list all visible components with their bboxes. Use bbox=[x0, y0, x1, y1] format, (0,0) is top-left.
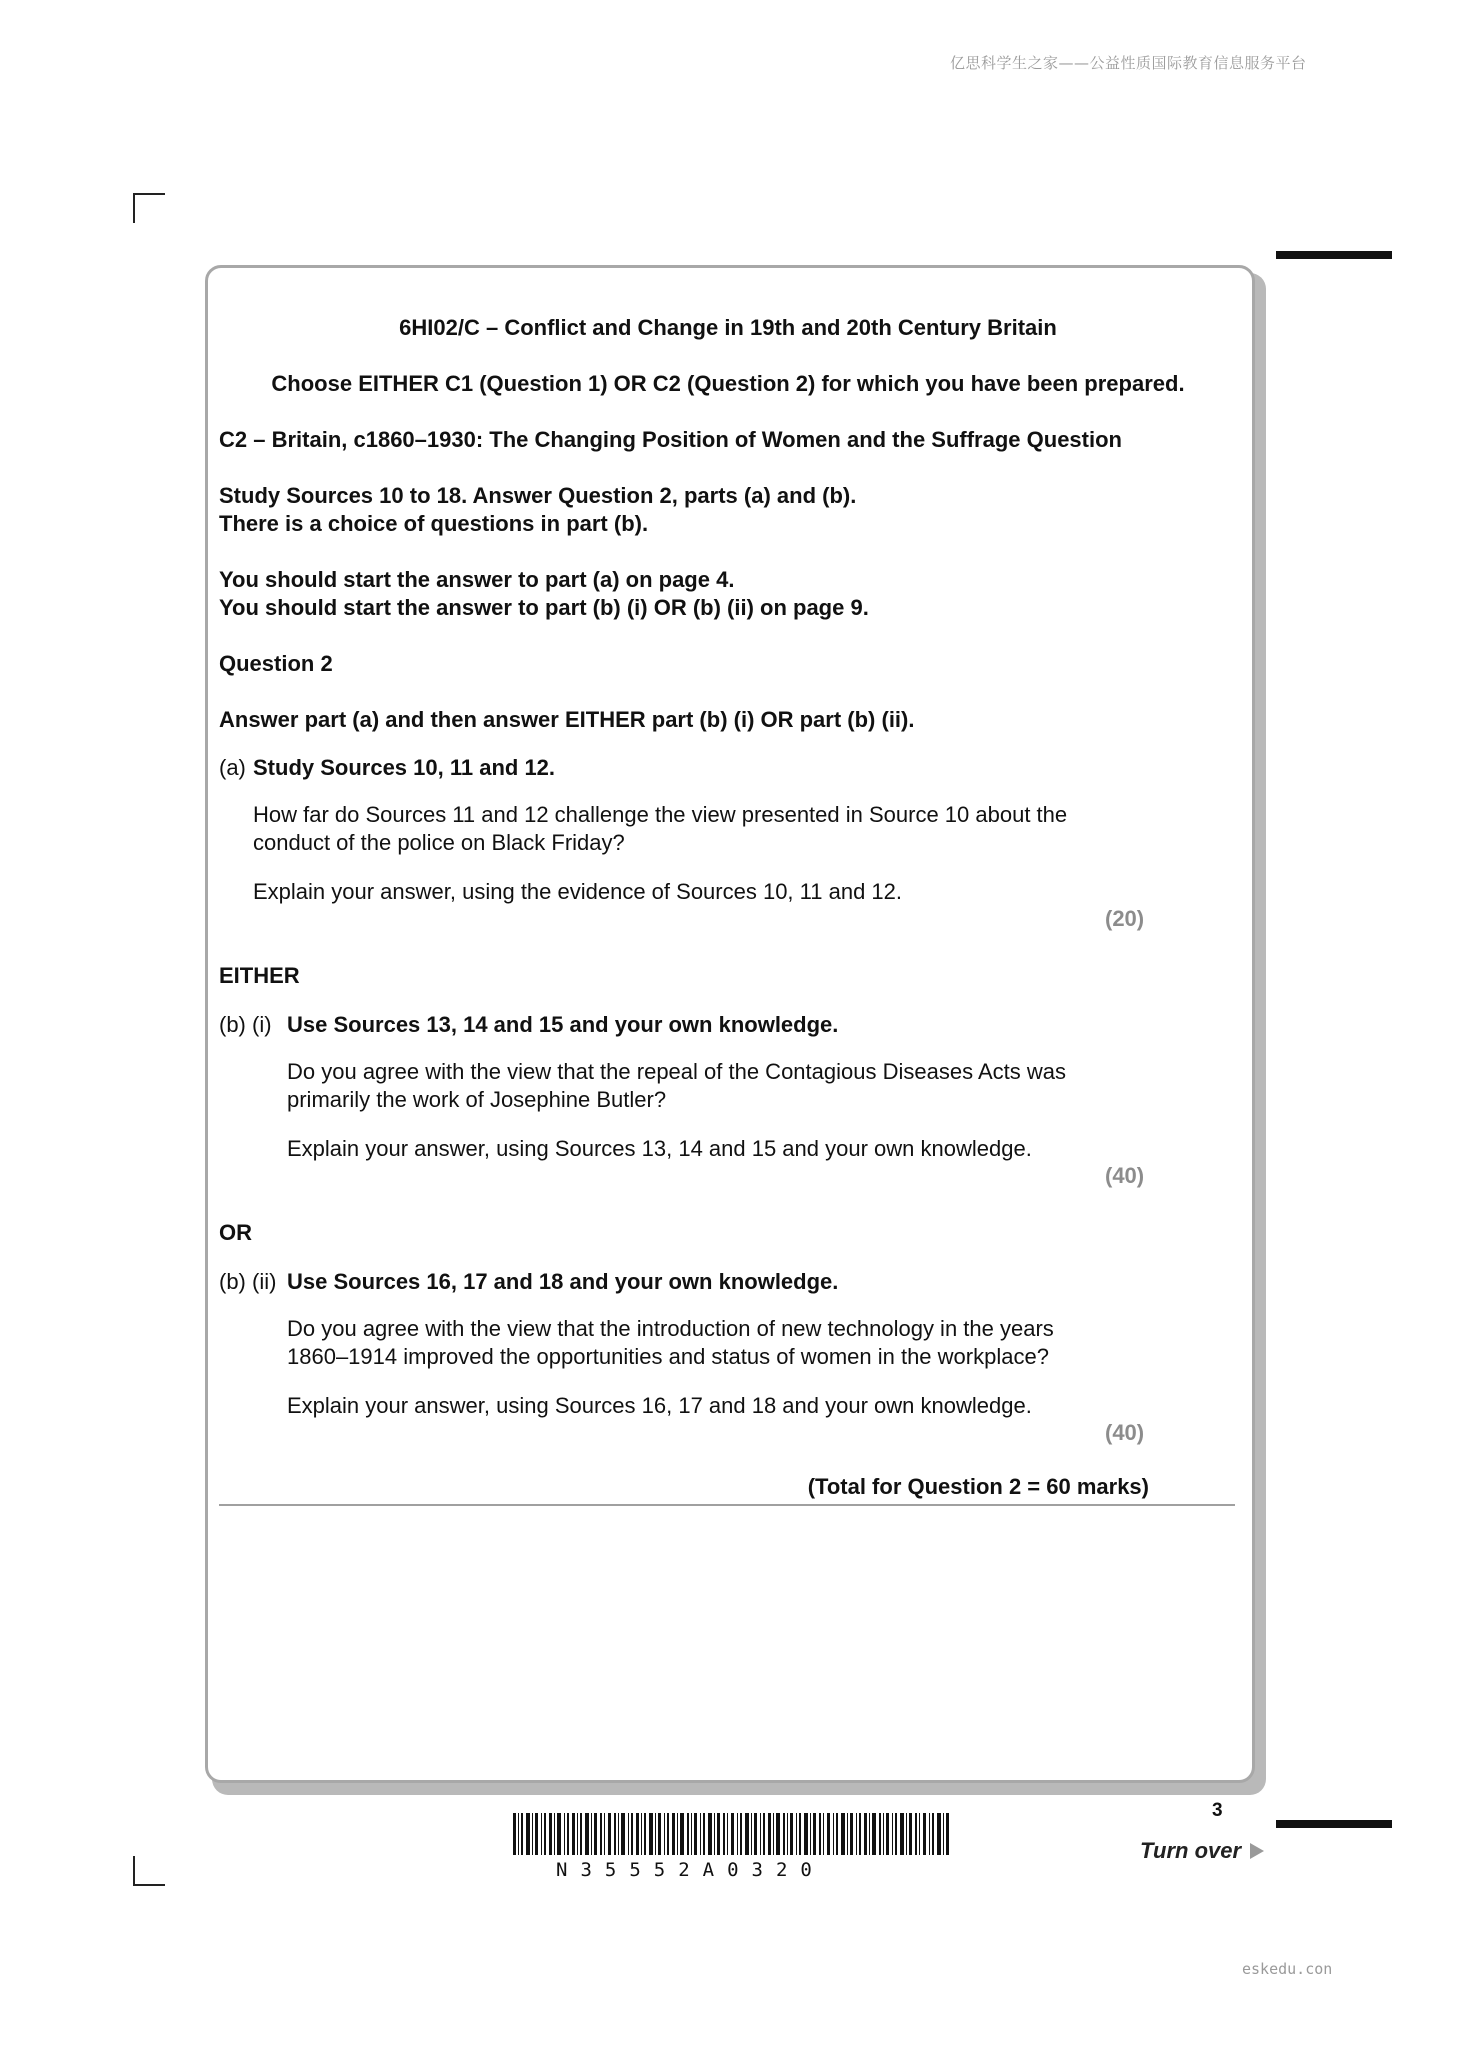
start-line-1: You should start the answer to part (a) on page 4. bbox=[219, 567, 735, 592]
part-a-explain: Explain your answer, using the evidence of Sources 10, 11 and 12. bbox=[253, 879, 903, 904]
part-a-question-line-1: How far do Sources 11 and 12 challenge the view presented in Source 10 about the bbox=[253, 802, 1068, 827]
part-b-ii-marks: (40) bbox=[1105, 1420, 1145, 1445]
part-a-question-line-2: conduct of the police on Black Friday? bbox=[253, 830, 625, 855]
barcode-number: N35552A0320 bbox=[556, 1859, 825, 1881]
watermark-top: 亿思科学生之家——公益性质国际教育信息服务平台 bbox=[950, 54, 1307, 72]
watermark-bottom: eskedu.con bbox=[1242, 1960, 1333, 1978]
part-a-marks: (20) bbox=[1105, 906, 1145, 931]
part-b-ii-instruction: Use Sources 16, 17 and 18 and your own knowledge. bbox=[287, 1269, 839, 1294]
part-b-i-question-line-1: Do you agree with the view that the repeal of the Contagious Diseases Acts was bbox=[287, 1059, 1066, 1084]
part-b-ii-explain: Explain your answer, using Sources 16, 17 and 18 and your own knowledge. bbox=[287, 1393, 1032, 1418]
margin-bar-bottom bbox=[1276, 1820, 1392, 1828]
part-b-ii-label: (b) (ii) bbox=[219, 1269, 277, 1294]
topic-title: C2 – Britain, c1860–1930: The Changing Position of Women and the Suffrage Question bbox=[219, 427, 1122, 452]
part-b-i-instruction: Use Sources 13, 14 and 15 and your own knowledge. bbox=[287, 1012, 839, 1037]
part-a-label: (a) bbox=[219, 755, 246, 780]
part-a-instruction: Study Sources 10, 11 and 12. bbox=[253, 755, 556, 780]
part-b-i-label: (b) (i) bbox=[219, 1012, 272, 1037]
part-b-i-explain: Explain your answer, using Sources 13, 14 and 15 and your own knowledge. bbox=[287, 1136, 1032, 1161]
choose-instruction: Choose EITHER C1 (Question 1) OR C2 (Question 2) for which you have been prepared. bbox=[271, 371, 1185, 396]
barcode bbox=[513, 1813, 951, 1855]
turn-over-label: Turn over bbox=[1140, 1838, 1242, 1863]
study-line-2: There is a choice of questions in part (b). bbox=[219, 511, 649, 536]
answer-instruction: Answer part (a) and then answer EITHER part (b) (i) OR part (b) (ii). bbox=[219, 707, 915, 732]
crop-mark-bottom-vertical bbox=[133, 1856, 135, 1886]
crop-mark-top-horizontal bbox=[133, 193, 165, 195]
total-marks: (Total for Question 2 = 60 marks) bbox=[807, 1474, 1149, 1499]
crop-mark-bottom-horizontal bbox=[133, 1884, 165, 1886]
turn-over-arrow-icon bbox=[1250, 1843, 1264, 1859]
part-b-i-question-line-2: primarily the work of Josephine Butler? bbox=[287, 1087, 667, 1112]
part-b-ii-question-line-1: Do you agree with the view that the introduction of new technology in the years bbox=[287, 1316, 1054, 1341]
part-b-i-marks: (40) bbox=[1105, 1163, 1145, 1188]
question-label: Question 2 bbox=[219, 651, 333, 676]
crop-mark-top-vertical bbox=[133, 193, 135, 223]
study-line-1: Study Sources 10 to 18. Answer Question 2, parts (a) and (b). bbox=[219, 483, 857, 508]
either-label: EITHER bbox=[219, 963, 300, 988]
paper-heading: 6HI02/C – Conflict and Change in 19th and 20th Century Britain bbox=[399, 315, 1057, 340]
or-label: OR bbox=[219, 1220, 252, 1245]
page-number: 3 bbox=[1212, 1800, 1223, 1821]
start-line-2: You should start the answer to part (b) (i) OR (b) (ii) on page 9. bbox=[219, 595, 869, 620]
margin-bar-top bbox=[1276, 251, 1392, 259]
part-b-ii-question-line-2: 1860–1914 improved the opportunities and status of women in the workplace? bbox=[287, 1344, 1049, 1369]
total-rule bbox=[219, 1504, 1235, 1506]
